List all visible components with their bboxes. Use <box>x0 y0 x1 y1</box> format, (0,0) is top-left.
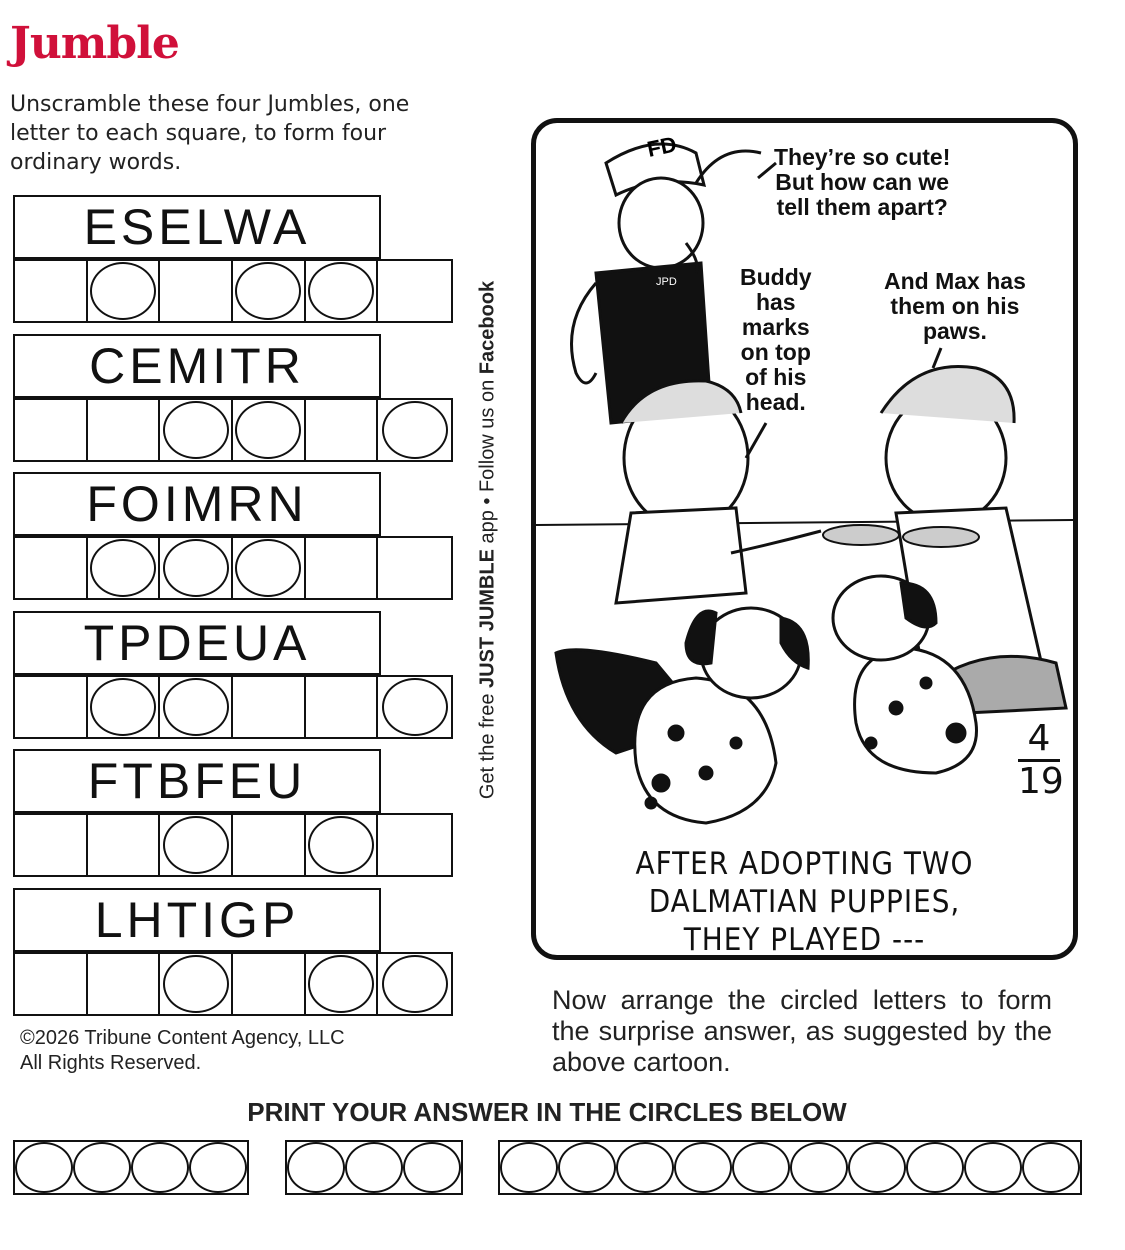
circle-marker <box>308 262 374 320</box>
answer-circle[interactable] <box>558 1142 616 1193</box>
circled-letter-square[interactable] <box>378 400 451 460</box>
answer-circle[interactable] <box>964 1142 1022 1193</box>
circle-marker <box>382 955 448 1013</box>
circle-marker <box>163 678 229 736</box>
circle-marker <box>163 539 229 597</box>
circled-letter-square[interactable] <box>233 400 306 460</box>
letter-square[interactable] <box>160 261 233 321</box>
bowl-left <box>823 525 899 545</box>
answer-circle[interactable] <box>674 1142 732 1193</box>
speech-tail-2 <box>746 423 766 458</box>
circle-marker <box>382 678 448 736</box>
circled-letter-square[interactable] <box>306 954 379 1014</box>
letter-square[interactable] <box>233 677 306 737</box>
circled-letter-square[interactable] <box>88 538 161 598</box>
circle-marker <box>90 262 156 320</box>
circle-marker <box>163 816 229 874</box>
answer-slots <box>13 259 453 323</box>
cartoon-caption: AFTER ADOPTING TWO DALMATIAN PUPPIES, THEY PLAYED --- <box>635 846 974 958</box>
cartoon-panel <box>531 118 1078 960</box>
instructions-text: Unscramble these four Jumbles, one letter to each square, to form four ordinary words. <box>10 92 410 175</box>
answer-word-group <box>13 1140 249 1195</box>
scrambled-word: CEMITR <box>13 334 381 398</box>
circled-letter-square[interactable] <box>306 261 379 321</box>
speech-bubble-girl: And Max has them on his paws. <box>884 268 1026 344</box>
circle-marker <box>235 401 301 459</box>
speech-bubble-firefighter: They’re so cute! But how can we tell them apart? <box>774 144 951 220</box>
scrambled-word: TPDEUA <box>13 611 381 675</box>
answer-word-group <box>498 1140 1082 1195</box>
answer-slots <box>13 813 453 877</box>
circle-marker <box>163 401 229 459</box>
answer-circle[interactable] <box>848 1142 906 1193</box>
circled-letter-square[interactable] <box>233 538 306 598</box>
answer-slots <box>13 675 453 739</box>
letter-square[interactable] <box>233 815 306 875</box>
circled-letter-square[interactable] <box>160 954 233 1014</box>
answer-slots <box>13 398 453 462</box>
letter-square[interactable] <box>88 815 161 875</box>
circled-letter-square[interactable] <box>160 677 233 737</box>
answer-circle[interactable] <box>1022 1142 1080 1193</box>
circle-marker <box>90 678 156 736</box>
app-name: JUST JUMBLE <box>476 549 499 688</box>
answer-slots <box>13 952 453 1016</box>
facebook-link[interactable]: Facebook <box>476 280 499 375</box>
letter-square[interactable] <box>378 538 451 598</box>
circle-marker <box>235 262 301 320</box>
letter-square[interactable] <box>378 261 451 321</box>
circled-letter-square[interactable] <box>233 261 306 321</box>
letter-square[interactable] <box>378 815 451 875</box>
speech-bubble-boy: Buddy has marks on top of his head. <box>740 264 812 415</box>
scrambled-word: LHTIGP <box>13 888 381 952</box>
scrambled-word: FOIMRN <box>13 472 381 536</box>
puppy-buddy <box>635 608 809 823</box>
scrambled-word: ESELWA <box>13 195 381 259</box>
answer-label: PRINT YOUR ANSWER IN THE CIRCLES BELOW <box>247 1097 847 1127</box>
answer-circle[interactable] <box>616 1142 674 1193</box>
letter-square[interactable] <box>15 677 88 737</box>
answer-circle[interactable] <box>500 1142 558 1193</box>
circled-letter-square[interactable] <box>378 677 451 737</box>
speech-tail-3 <box>933 348 941 368</box>
answer-circle[interactable] <box>287 1142 345 1193</box>
answer-circle[interactable] <box>403 1142 461 1193</box>
circled-letter-square[interactable] <box>88 677 161 737</box>
date-mark: 4 19 <box>1018 718 1064 802</box>
letter-square[interactable] <box>15 815 88 875</box>
circle-marker <box>90 539 156 597</box>
circled-letter-square[interactable] <box>306 815 379 875</box>
promo-vertical-text: Get the free JUST JUMBLE app • Follow us on Facebook <box>476 280 499 800</box>
answer-slots <box>13 536 453 600</box>
letter-square[interactable] <box>15 538 88 598</box>
letter-square[interactable] <box>88 400 161 460</box>
jumble-title: Jumble <box>10 18 179 69</box>
letter-square[interactable] <box>15 400 88 460</box>
answer-circle[interactable] <box>131 1142 189 1193</box>
cartoon-drawing <box>536 123 1073 955</box>
answer-circle[interactable] <box>732 1142 790 1193</box>
answer-circle[interactable] <box>73 1142 131 1193</box>
letter-square[interactable] <box>15 261 88 321</box>
letter-square[interactable] <box>306 677 379 737</box>
shirt-letters: JPD <box>656 276 677 288</box>
letter-square[interactable] <box>88 954 161 1014</box>
circle-marker <box>163 955 229 1013</box>
copyright-notice: ©2026 Tribune Content Agency, LLC All Rights Reserved. <box>20 1027 345 1074</box>
cap-letters: FD <box>644 131 679 162</box>
letter-square[interactable] <box>233 954 306 1014</box>
scrambled-word: FTBFEU <box>13 749 381 813</box>
letter-square[interactable] <box>15 954 88 1014</box>
circled-letter-square[interactable] <box>378 954 451 1014</box>
circle-marker <box>235 539 301 597</box>
answer-circle[interactable] <box>189 1142 247 1193</box>
answer-circle[interactable] <box>15 1142 73 1193</box>
circled-letter-square[interactable] <box>88 261 161 321</box>
answer-circle[interactable] <box>345 1142 403 1193</box>
circle-marker <box>308 955 374 1013</box>
answer-word-group <box>285 1140 463 1195</box>
circled-letter-square[interactable] <box>160 400 233 460</box>
bowl-right <box>903 527 979 547</box>
arrange-instructions: Now arrange the circled letters to form the surprise answer, as suggested by the above cartoon. <box>552 985 1052 1077</box>
circle-marker <box>308 816 374 874</box>
answer-circle[interactable] <box>790 1142 848 1193</box>
letter-square[interactable] <box>306 538 379 598</box>
circle-marker <box>382 401 448 459</box>
letter-square[interactable] <box>306 400 379 460</box>
circled-letter-square[interactable] <box>160 815 233 875</box>
answer-circle[interactable] <box>906 1142 964 1193</box>
circled-letter-square[interactable] <box>160 538 233 598</box>
